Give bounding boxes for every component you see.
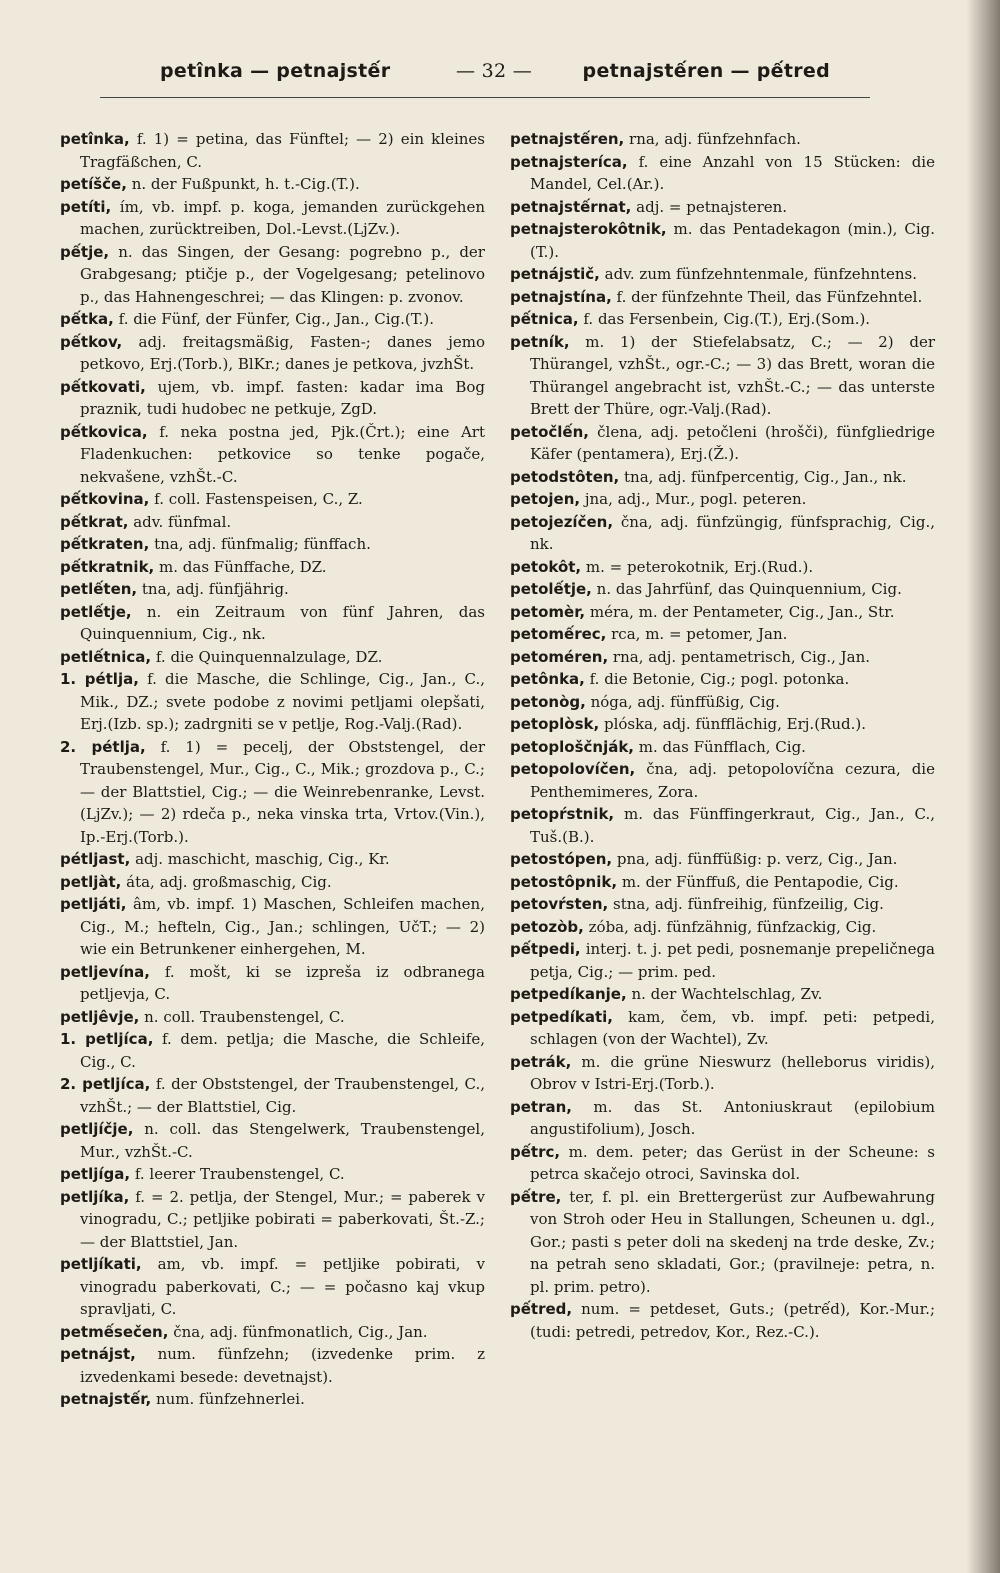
entry-definition: stna, adj. fünfreihig, fünfzeilig, Cig. [613,895,884,913]
entry-headword: petnajstína, [510,287,612,306]
entry-definition: rna, adj. fünfzehnfach. [629,130,801,148]
entry-definition: jna, adj., Mur., pogl. peteren. [584,490,807,508]
entry-headword: pếtred, [510,1300,573,1318]
entry-headword: petljíčje, [60,1120,134,1138]
entry-definition: âm, vb. impf. 1) Maschen, Schleifen machen, Cig., M.; hefteln, Cig., Jan.; schlingen, UčT.; — 2) wie ein Betrunkener einhergehen, M. [80,895,485,958]
dictionary-entry [60,578,485,601]
entry-headword: petomèr, [510,602,586,621]
dictionary-entry [60,196,485,241]
entry-definition: adv. zum fünfzehntenmale, fünfzehntens. [604,265,917,283]
entry-headword: petînka, [60,130,130,148]
dictionary-entry [510,803,935,848]
dictionary-entry [60,961,485,1006]
entry-headword: petljêvje, [60,1007,140,1026]
dictionary-entry [60,1006,485,1029]
dictionary-entry [510,623,935,646]
dictionary-entry [510,1298,935,1343]
dictionary-entry [510,1051,935,1096]
dictionary-entry [510,556,935,579]
entry-definition: interj. t. j. pet pedi, posnemanje prepeličnega petja, Cig.; — prim. ped. [530,940,936,981]
dictionary-entry [60,601,485,646]
entry-headword: pếtrc, [510,1142,561,1161]
dictionary-entry [510,331,935,421]
dictionary-entry [60,1028,485,1073]
entry-definition: n. das Jahrfünf, das Quinquennium, Cig. [596,580,902,598]
entry-definition: n. das Singen, der Gesang: pogrebno p., der Grabgesang; ptičje p., der Vogelgesang; petelinovo p., das Hahnengeschrei; — das Klingen: p. zvonov. [80,242,485,306]
entry-headword: petíti, [60,197,112,216]
entry-headword: petnajstếr, [60,1390,152,1408]
entry-definition: ujem, vb. impf. fasten: kadar ima Bog praznik, tudi hudobec ne petkuje, ZgD. [80,377,485,418]
entry-headword: petnajsteríca, [510,152,628,171]
entry-definition: m. = peterokotnik, Erj.(Rud.). [585,557,814,576]
entry-definition: f. leerer Traubenstengel, C. [134,1165,345,1183]
dictionary-entry [60,1186,485,1254]
entry-headword: petljíka, [60,1187,130,1206]
entry-definition: člena, adj. petočleni (hrošči), fünfgliedrige Käfer (pentamera), Erj.(Ž.). [530,422,935,463]
dictionary-entry [60,173,485,196]
dictionary-entry [60,376,485,421]
entry-definition: méra, m. der Pentameter, Cig., Jan., Str. [589,602,895,621]
entry-definition: čna, adj. fünfmonatlich, Cig., Jan. [173,1322,428,1341]
entry-definition: n. der Wachtelschlag, Zv. [631,985,823,1003]
entry-definition: m. das Fünffingerkraut, Cig., Jan., C., Tuš.(B.). [530,805,935,846]
entry-headword: petokôt, [510,557,582,576]
header-right-guide-words: petnajstếren — pếtred [582,60,830,82]
dictionary-entry [510,1006,935,1051]
entry-headword: pếtpedi, [510,940,581,958]
entry-headword: petnajsterokôtnik, [510,220,667,238]
entry-definition: adj. maschicht, maschig, Cig., Kr. [135,850,390,868]
entry-definition: pna, adj. fünffüßig: p. verz, Cig., Jan. [616,850,898,868]
dictionary-entry [510,286,935,309]
dictionary-entry [60,1343,485,1388]
dictionary-entry [60,1321,485,1344]
dictionary-entry [60,1388,485,1411]
page-header [100,60,870,92]
entry-headword: pếtkovati, [60,377,146,396]
dictionary-entry [60,1253,485,1321]
entry-headword: petljíkati, [60,1255,142,1273]
entry-definition: ter, f. pl. ein Brettergerüst zur Aufbewahrung von Stroh oder Heu in Stallungen, Scheunen u. dgl., Gor.; pasti s peter doli na skedenj na trde deske, Zv.; na petrah seno skladati, Gor.; (pravilneje: petra, n. pl. prim. petro). [530,1187,935,1296]
entry-definition: n. ein Zeitraum von fünf Jahren, das Quinquennium, Cig., nk. [80,602,485,643]
entry-definition: f. mošt, ki se izpreša iz odbranega petljevja, C. [80,962,485,1003]
entry-headword: petpedíkati, [510,1007,613,1026]
entry-headword: petojezíčen, [510,512,614,531]
page-number: — 32 — [456,60,533,82]
entry-headword: petnájstič, [510,265,600,283]
entry-headword: petostópen, [510,850,613,868]
entry-headword: petljàt, [60,872,122,891]
entry-headword: petolếtje, [510,580,592,598]
entry-definition: tna, adj. fünfjährig. [141,580,289,598]
entry-definition: tna, adj. fünfmalig; fünffach. [154,535,371,553]
left-column [60,128,485,1411]
entry-headword: petozòb, [510,917,584,936]
entry-definition: f. der Obststengel, der Traubenstengel, C., vzhŠt.; — der Blattstiel, Cig. [80,1075,486,1116]
dictionary-entry [60,668,485,736]
dictionary-entry [510,308,935,331]
dictionary-entry [510,488,935,511]
dictionary-entry [510,893,935,916]
entry-headword: petíšče, [60,175,127,193]
dictionary-entry [510,1096,935,1141]
entry-headword: pếtkratnik, [60,557,155,576]
dictionary-entry [510,511,935,556]
dictionary-entry [510,1186,935,1299]
entry-definition: áta, adj. großmaschig, Cig. [126,872,332,891]
entry-definition: rca, m. = petomer, Jan. [611,625,788,643]
dictionary-entry [510,263,935,286]
dictionary-entry [510,646,935,669]
entry-headword: pếtnica, [510,310,579,328]
entry-headword: 1. petljíca, [60,1030,154,1048]
entry-definition: f. die Quinquennalzulage, DZ. [155,647,383,666]
entry-headword: pếtkraten, [60,535,150,553]
dictionary-entry [60,1118,485,1163]
entry-headword: petomếrec, [510,625,607,643]
entry-headword: petnajstếrnat, [510,197,632,216]
entry-definition: f. 1) = petina, das Fünftel; — 2) ein kleines Tragfäßchen, C. [80,130,485,171]
entry-headword: petoploščnják, [510,737,635,756]
header-rule [100,97,870,98]
entry-headword: petopŕstnik, [510,805,615,823]
entry-headword: petočlến, [510,422,589,441]
entry-definition: čna, adj. petopolovíčna cezura, die Penthemimeres, Zora. [530,760,935,801]
entry-definition: m. die grüne Nieswurz (helleborus viridis), Obrov v Istri-Erj.(Torb.). [530,1052,935,1093]
dictionary-entry [510,218,935,263]
entry-definition: num. fünfzehn; (izvedenke prim. z izvedenkami besede: devetnajst). [80,1345,485,1386]
entry-headword: pếtkovina, [60,490,150,508]
entry-headword: petlếten, [60,580,138,598]
entry-headword: pếtkovica, [60,422,148,441]
entry-headword: petonòg, [510,692,586,711]
entry-headword: petljíga, [60,1165,131,1183]
entry-definition: num. = petdeset, Guts.; (petrếd), Kor.-Mur.; (tudi: petredi, petredov, Kor., Rez.-C.). [530,1300,935,1341]
entry-definition: num. fünfzehnerlei. [155,1390,305,1408]
entry-definition: adj. = petnajsteren. [636,197,788,216]
dictionary-entry [60,241,485,309]
entry-definition: tna, adj. fünfpercentig, Cig., Jan., nk. [624,467,907,486]
entry-definition: am, vb. impf. = petljike pobirati, v vinogradu paberkovati, C.; — = počasno kaj vkup spravljati, C. [80,1255,486,1318]
entry-definition: f. neka postna jed, Pjk.(Črt.); eine Art Fladenkuchen: petkovice so tenke pogače, nekvašene, vzhŠt.-C. [80,422,485,486]
entry-definition: f. das Fersenbein, Cig.(T.), Erj.(Som.). [583,310,871,328]
dictionary-entry [60,1073,485,1118]
dictionary-entry [60,848,485,871]
entry-definition: plóska, adj. fünfflächig, Erj.(Rud.). [603,715,866,733]
entry-definition: m. das Fünffache, DZ. [159,557,327,576]
dictionary-entry [510,1141,935,1186]
entry-headword: petoplòsk, [510,715,600,733]
dictionary-entry [60,646,485,669]
header-left-guide-words: petînka — petnajstếr [160,60,391,82]
entry-headword: petlếtje, [60,602,132,621]
entry-headword: petlếtnica, [60,647,152,666]
entry-headword: petodstôten, [510,467,620,486]
dictionary-entry [510,848,935,871]
page-binding-shadow [966,0,1000,1573]
dictionary-entry [60,736,485,849]
entry-definition: m. 1) der Stiefelabsatz, C.; — 2) der Thürangel, vzhŠt., ogr.-C.; — 3) das Brett, woran die Thürangel angebracht ist, vzhŠt.-C.; — das unterste Brett der Thüre, ogr.-Valj.(Rad). [530,332,935,418]
entry-definition: m. dem. peter; das Gerüst in der Scheune: s petrca skačejo otroci, Savinska dol. [530,1142,935,1183]
entry-definition: f. eine Anzahl von 15 Stücken: die Mandel, Cel.(Ar.). [530,152,935,193]
dictionary-entry [60,128,485,173]
dictionary-entry [510,983,935,1006]
entry-definition: f. coll. Fastenspeisen, C., Z. [154,490,363,508]
entry-definition: rna, adj. pentametrisch, Cig., Jan. [612,647,871,666]
dictionary-entry [60,556,485,579]
dictionary-entry [510,151,935,196]
entry-headword: pétljast, [60,850,131,868]
dictionary-entry [510,668,935,691]
dictionary-entry [510,128,935,151]
entry-headword: 2. pétlja, [60,737,146,756]
entry-headword: petovŕsten, [510,895,609,913]
dictionary-entry [510,758,935,803]
dictionary-entry [60,533,485,556]
dictionary-entry [510,916,935,939]
entry-headword: 2. petljíca, [60,1075,151,1093]
entry-definition: f. = 2. petlja, der Stengel, Mur.; = paberek v vinogradu, C.; petljike pobirati = paberkovati, Št.-Z.; — der Blattstiel, Jan. [80,1187,485,1251]
entry-headword: petmếsečen, [60,1322,169,1341]
dictionary-entry [510,578,935,601]
dictionary-entry [60,893,485,961]
entry-definition: f. die Betonie, Cig.; pogl. potonka. [589,670,850,688]
dictionary-entry [510,871,935,894]
entry-definition: kam, čem, vb. impf. peti: petpedi, schlagen (von der Wachtel), Zv. [530,1007,935,1048]
entry-definition: f. die Fünf, der Fünfer, Cig., Jan., Cig.(T.). [118,310,434,328]
entry-definition: m. das Fünfflach, Cig. [638,737,806,756]
entry-definition: zóba, adj. fünfzähnig, fünfzackig, Cig. [588,917,877,936]
entry-definition: n. coll. das Stengelwerk, Traubenstengel, Mur., vzhŠt.-C. [80,1120,485,1161]
entry-definition: n. der Fußpunkt, h. t.-Cig.(T.). [131,175,360,193]
entry-definition: f. 1) = pecelj, der Obststengel, der Traubenstengel, Mur., Cig., C., Mik.; grozdova p., C.; — der Blattstiel, Cig.; — die Weinrebenranke, Levst.(LjZv.); — 2) rdeča p., neka vinska trta, Vrtov.(Vin.), Ip.-Erj.(Torb.). [80,737,486,846]
entry-headword: pếtre, [510,1187,562,1206]
entry-definition: f. der fünfzehnte Theil, das Fünfzehntel. [616,287,923,306]
entry-headword: petník, [510,332,570,351]
entry-headword: petran, [510,1097,572,1116]
entry-headword: petopolovíčen, [510,760,636,778]
entry-headword: petrák, [510,1052,572,1071]
entry-definition: m. das St. Antoniuskraut (epilobium angustifolium), Josch. [530,1097,935,1138]
entry-definition: nóga, adj. fünffüßig, Cig. [590,692,780,711]
entry-definition: n. coll. Traubenstengel, C. [144,1007,345,1026]
dictionary-entry [510,466,935,489]
entry-headword: 1. pétlja, [60,670,139,688]
entry-headword: petpedíkanje, [510,985,627,1003]
right-column [510,128,935,1343]
dictionary-entry [510,938,935,983]
dictionary-entry [60,488,485,511]
entry-headword: petojen, [510,490,581,508]
dictionary-entry [510,691,935,714]
entry-headword: petnajstếren, [510,130,625,148]
entry-headword: petljevína, [60,962,150,981]
entry-definition: m. das Pentadekagon (min.), Cig.(T.). [530,220,935,261]
entry-definition: m. der Fünffuß, die Pentapodie, Cig. [621,872,899,891]
entry-headword: pếtkrat, [60,512,129,531]
entry-definition: adv. fünfmal. [133,512,232,531]
entry-headword: petostôpnik, [510,872,618,891]
dictionary-entry [60,308,485,331]
dictionary-entry [510,196,935,219]
entry-definition: adj. freitagsmäßig, Fasten-; danes jemo petkovo, Erj.(Torb.), BlKr.; danes je petkova, jvzhŠt. [80,332,485,373]
entry-headword: petnájst, [60,1345,136,1363]
dictionary-entry [510,713,935,736]
entry-headword: pếtkov, [60,332,123,351]
dictionary-entry [60,1163,485,1186]
entry-headword: petoméren, [510,647,609,666]
entry-headword: petônka, [510,670,585,688]
entry-headword: petljáti, [60,895,127,913]
dictionary-entry [60,331,485,376]
dictionary-entry [510,736,935,759]
dictionary-entry [510,421,935,466]
entry-definition: čna, adj. fünfzüngig, fünfsprachig, Cig., nk. [530,512,935,553]
entry-definition: ím, vb. impf. p. koga, jemanden zurückgehen machen, zurücktreiben, Dol.-Levst.(LjZv.). [80,197,485,238]
entry-headword: pếtka, [60,310,114,328]
entry-definition: f. die Masche, die Schlinge, Cig., Jan., C., Mik., DZ.; svete podobe z novimi petljami olepšati, Erj.(Izb. sp.); zadrgniti se v petlje, Rog.-Valj.(Rad). [80,670,485,733]
entry-definition: f. dem. petlja; die Masche, die Schleife, Cig., C. [80,1030,485,1071]
dictionary-entry [60,421,485,489]
dictionary-entry [510,601,935,624]
dictionary-entry [60,511,485,534]
dictionary-entry [60,871,485,894]
entry-headword: pếtje, [60,242,110,261]
